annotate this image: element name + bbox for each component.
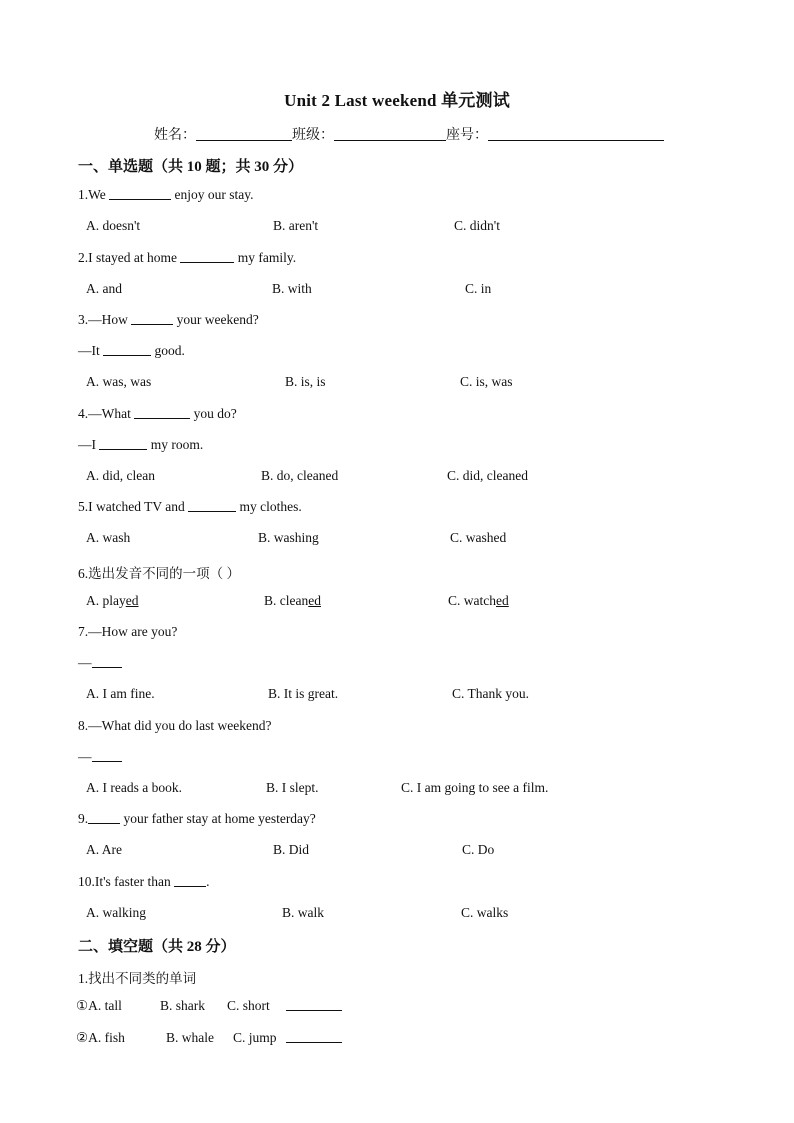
question-3-response: —It good. [78,343,185,358]
q9-option-b[interactable]: B. Did [273,842,310,857]
q8-option-b[interactable]: B. I slept. [266,780,319,795]
fill1-row1-answer-blank[interactable] [286,998,342,1014]
fill1-row1-option-c: C. short [227,998,270,1013]
question-2-stem: 2.I stayed at home my family. [78,250,297,265]
q7-option-c[interactable]: C. Thank you. [452,686,529,701]
answer-blank [92,655,122,668]
class-label: 班级： [292,128,334,143]
q2-option-c[interactable]: C. in [465,281,492,296]
seat-label: 座号： [446,128,488,143]
question-3-stem: 3.—How your weekend? [78,312,259,327]
class-blank[interactable] [334,126,446,141]
q3-option-a[interactable]: A. was, was [86,374,152,389]
q9-option-c[interactable]: C. Do [462,842,495,857]
fill1-row1-option-a: ①A. tall [76,998,122,1013]
q5-option-a[interactable]: A. wash [86,530,131,545]
q3-option-c[interactable]: C. is, was [460,374,513,389]
answer-blank [99,437,147,450]
q10-option-b[interactable]: B. walk [282,905,324,920]
question-8-stem: 8.—What did you do last weekend? [78,718,272,733]
q1-option-a[interactable]: A. doesn't [86,218,141,233]
q10-option-c[interactable]: C. walks [461,905,509,920]
q2-option-b[interactable]: B. with [272,281,312,296]
q6-option-c[interactable]: C. watched [448,593,509,608]
page-title: Unit 2 Last weekend 单元测试 [284,91,510,110]
fill1-row2-option-b: B. whale [166,1030,214,1045]
q6-option-b[interactable]: B. cleaned [264,593,321,608]
q10-option-a[interactable]: A. walking [86,905,146,920]
q9-option-a[interactable]: A. Are [86,842,122,857]
question-6-stem: 6.选出发音不同的一项（ ） [78,566,240,581]
q4-option-c[interactable]: C. did, cleaned [447,468,528,483]
answer-blank [131,312,173,325]
q5-option-c[interactable]: C. washed [450,530,507,545]
answer-blank [188,499,236,512]
answer-blank [134,406,190,419]
fill1-row2-answer-blank[interactable] [286,1030,342,1046]
name-label: 姓名： [154,128,196,143]
question-10-stem: 10.It's faster than . [78,874,210,889]
answer-blank [88,811,120,824]
q1-option-b[interactable]: B. aren't [273,218,319,233]
q8-option-c[interactable]: C. I am going to see a film. [401,780,549,795]
answer-blank [92,749,122,762]
q3-option-b[interactable]: B. is, is [285,374,326,389]
q1-option-c[interactable]: C. didn't [454,218,500,233]
answer-blank [180,250,234,263]
question-7-stem: 7.—How are you? [78,624,178,639]
answer-blank [174,874,206,887]
answer-blank [109,187,171,200]
fill1-row2-option-a: ②A. fish [76,1030,125,1045]
q6-option-a[interactable]: A. played [86,593,139,608]
q7-option-b[interactable]: B. It is great. [268,686,339,701]
fill1-row1-option-b: B. shark [160,998,205,1013]
question-1-stem: 1.We enjoy our stay. [78,187,254,202]
section-heading-fill-in: 二、填空题（共 28 分） [78,939,236,955]
q5-option-b[interactable]: B. washing [258,530,319,545]
q4-option-b[interactable]: B. do, cleaned [261,468,339,483]
q7-option-a[interactable]: A. I am fine. [86,686,155,701]
name-blank[interactable] [196,126,292,141]
q4-option-a[interactable]: A. did, clean [86,468,155,483]
question-4-stem: 4.—What you do? [78,406,237,421]
question-7-response: — [78,655,122,671]
section-heading-single-choice: 一、单选题（共 10 题；共 30 分） [78,159,304,175]
question-8-response: — [78,749,122,765]
student-info-line [154,124,714,144]
answer-blank [103,343,151,356]
fill1-row2-option-c: C. jump [233,1030,277,1045]
q8-option-a[interactable]: A. I reads a book. [86,780,182,795]
question-9-stem: 9. your father stay at home yesterday? [78,811,316,826]
question-5-stem: 5.I watched TV and my clothes. [78,499,302,514]
question-4-response: —I my room. [78,437,204,452]
q2-option-a[interactable]: A. and [86,281,122,296]
seat-blank[interactable] [488,126,664,141]
fill-question-1-stem: 1.找出不同类的单词 [78,971,197,986]
